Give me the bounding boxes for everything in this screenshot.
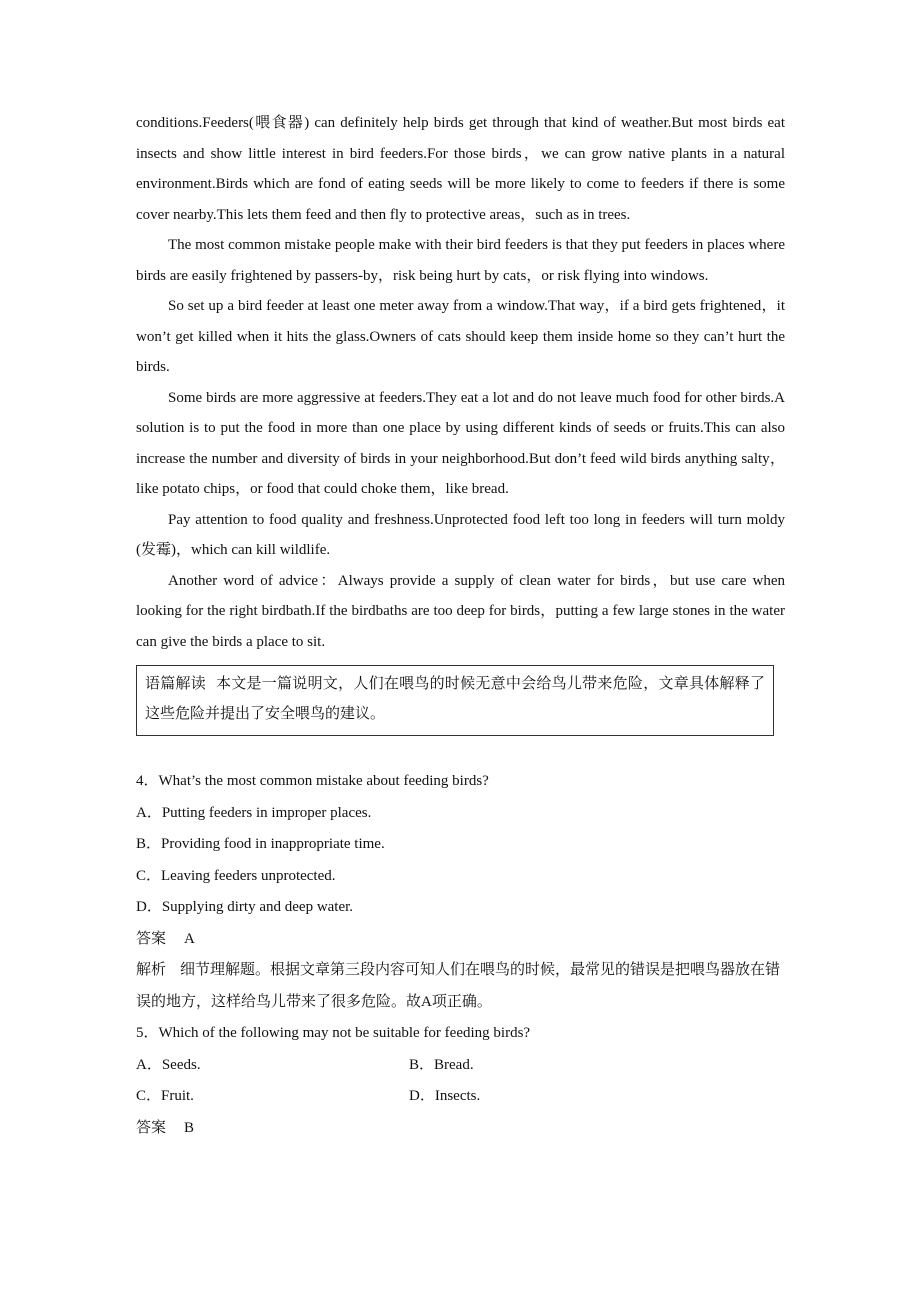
- question-4-answer-label: 答案: [136, 930, 167, 947]
- question-4-option-a: A．Putting feeders in improper places.: [136, 804, 372, 821]
- question-4-stem: 4．What’s the most common mistake about feeding birds?: [136, 773, 489, 789]
- question-5-option-d: D．Insects.: [409, 1088, 481, 1104]
- question-5-option-b: B．Bread.: [409, 1056, 474, 1073]
- question-4-option-d: D．Supplying dirty and deep water.: [136, 899, 354, 915]
- question-5-answer-label: 答案: [136, 1119, 167, 1136]
- passage-paragraph-5: Pay attention to food quality and freshness.Unprotected food left too long in feeders will turn moldy (发霉)，which can kill wildlife.: [136, 511, 785, 558]
- question-5-option-a: A．Seeds.: [136, 1056, 201, 1073]
- question-5-answer-value: B: [184, 1119, 195, 1136]
- passage-paragraph-6: Another word of advice：Always provide a supply of clean water for birds，but use care when looking for the right birdbath.If the birdbaths are too deep for birds，putting a few large stones in the water can give the birds a place to sit.: [136, 572, 785, 650]
- question-5-option-c: C．Fruit.: [136, 1088, 194, 1104]
- question-5-stem: 5．Which of the following may not be suitable for feeding birds?: [136, 1025, 531, 1041]
- document-page: [136, 108, 785, 1144]
- passage-paragraph-3: So set up a bird feeder at least one meter away from a window.That way，if a bird gets frightened，it won’t get killed when it hits the glass.Owners of cats should keep them inside home so they can’t hurt the birds.: [136, 298, 785, 375]
- passage-analysis-box: [136, 665, 774, 736]
- question-4-answer: [136, 924, 785, 956]
- question-5-options-row-2: [136, 1081, 785, 1113]
- question-4-analysis-label: 解析: [136, 962, 167, 978]
- question-4-option-b: B．Providing food in inappropriate time.: [136, 836, 385, 852]
- passage-analysis-text: 本文是一篇说明文，人们在喂鸟的时候无意中会给鸟儿带来危险，文章具体解释了这些危险并提出了安全喂鸟的建议。: [145, 676, 765, 722]
- question-4-option-c: C．Leaving feeders unprotected.: [136, 867, 336, 884]
- question-5-answer: [136, 1113, 785, 1145]
- question-4-analysis-text: 细节理解题。根据文章第三段内容可知人们在喂鸟的时候，最常见的错误是把喂鸟器放在错误的地方，这样给鸟儿带来了很多危险。故A项正确。: [136, 962, 781, 1010]
- reading-passage: [136, 108, 785, 657]
- question-4-answer-value: A: [184, 930, 195, 947]
- question-5: [136, 1018, 785, 1144]
- question-4: [136, 766, 785, 1018]
- question-5-options-row-1: [136, 1050, 785, 1082]
- question-4-analysis: [136, 955, 785, 1018]
- passage-paragraph-4: Some birds are more aggressive at feeders.They eat a lot and do not leave much food for other birds.A solution is to put the food in more than one place by using different kinds of seeds or fruits.This can also increase the number and diversity of birds in your neighborhood.But don’t feed wild birds anything salty，like potato chips，or food that could choke them，like bread.: [136, 389, 785, 497]
- passage-analysis-label: 语篇解读: [145, 676, 207, 692]
- passage-paragraph-2: The most common mistake people make with their bird feeders is that they put feeders in places where birds are easily frightened by passers-by，risk being hurt by cats，or risk flying into windows.: [136, 237, 785, 284]
- passage-paragraph-1: conditions.Feeders(喂食器) can definitely help birds get through that kind of weather.But most birds eat insects and show little interest in bird feeders.For those birds，we can grow native plants in a natural environment.Birds which are fond of eating seeds will be more likely to come to feeders if there is some cover nearby.This lets them feed and then fly to protective areas，such as in trees.: [136, 115, 785, 223]
